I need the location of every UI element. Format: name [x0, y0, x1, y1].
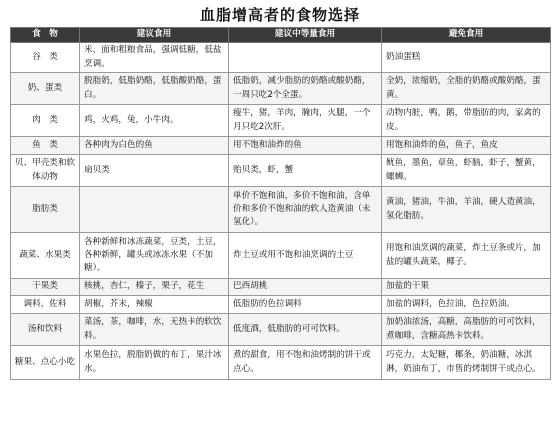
- avoid-cell: 黄油，猪油，牛油，羊油，硬人造黄油，氢化脂肪。: [382, 187, 551, 233]
- header-avoid: 避免食用: [382, 28, 551, 43]
- table-row: [11, 43, 551, 73]
- recommended-cell: [80, 187, 229, 233]
- food-category: 贝、甲壳类和软体动物: [11, 155, 80, 187]
- recommended-cell: 各种新鲜和冰冻蔬菜，豆类，土豆，各种新鲜，罐头或冰冻水果（不加糖）。: [80, 233, 229, 279]
- moderate-cell: 煮的甜食，用不饱和油烤制的饼干或点心。: [229, 346, 382, 380]
- table-row: [11, 314, 551, 346]
- recommended-cell: 鸡，火鸡，兔，小牛肉。: [80, 105, 229, 137]
- header-moderate: 建议中等量食用: [229, 28, 382, 43]
- recommended-cell: 菜汤，茶，咖啡，水，无热卡的软饮料。: [80, 314, 229, 346]
- recommended-cell: 胡椒，芥末，辣椒: [80, 296, 229, 314]
- table-row: [11, 279, 551, 296]
- moderate-cell: 低度酒，低脂肪的可可饮料。: [229, 314, 382, 346]
- avoid-cell: 奶油蛋糕: [382, 43, 551, 73]
- table-row: [11, 296, 551, 314]
- food-category: 谷 类: [11, 43, 80, 73]
- recommended-cell: 各种肉为白色的鱼: [80, 137, 229, 155]
- food-category: 干果类: [11, 279, 80, 296]
- recommended-cell: 脱脂奶，低脂奶酪，低脂酸奶酪，蛋白。: [80, 73, 229, 105]
- avoid-cell: 用饱和油烹调的蔬菜，炸土豆条或片，加盐的罐头蔬菜，椰子。: [382, 233, 551, 279]
- food-category: 调料，佐料: [11, 296, 80, 314]
- food-category: 脂肪类: [11, 187, 80, 233]
- avoid-cell: 加盐的调料，色拉油，色拉奶油。: [382, 296, 551, 314]
- food-choice-table: [10, 27, 551, 380]
- table-row: [11, 155, 551, 187]
- recommended-cell: 水果色拉，脱脂奶做的布丁，果汁冰水。: [80, 346, 229, 380]
- avoid-cell: 加盐的干果: [382, 279, 551, 296]
- avoid-cell: 鱿鱼，墨鱼，章鱼，虾脑，虾子，蟹黄，螺蛳。: [382, 155, 551, 187]
- food-category: 汤和饮料: [11, 314, 80, 346]
- moderate-cell: 瘦牛，猪，羊肉，腌肉，火腿，一个月只吃2次肝。: [229, 105, 382, 137]
- avoid-cell: 全奶，浓缩奶，全脂的奶酪或酸奶酪，蛋黄。: [382, 73, 551, 105]
- moderate-cell: 巴西胡桃: [229, 279, 382, 296]
- page-title: 血脂增高者的食物选择: [199, 6, 360, 24]
- avoid-cell: 用饱和油炸的鱼，鱼子，鱼皮: [382, 137, 551, 155]
- avoid-cell: 加奶油浓汤，高糖，高脂肪的可可饮料，煮咖啡，含糖高热卡饮料。: [382, 314, 551, 346]
- moderate-cell: 贻贝类，虾，蟹: [229, 155, 382, 187]
- moderate-cell: 低脂奶，减少脂肪的奶酪或酸奶酪，一周只吃2个全蛋。: [229, 73, 382, 105]
- table-row: [11, 233, 551, 279]
- moderate-cell: 炸土豆或用不饱和油烹调的土豆: [229, 233, 382, 279]
- table-body: [11, 43, 551, 380]
- table-row: [11, 73, 551, 105]
- avoid-cell: 巧克力，太妃糖，椰条，奶油糖，冰淇淋，奶油布丁，市售的烤制饼干或点心。: [382, 346, 551, 380]
- avoid-cell: 动物内脏，鸭，鹅，带脂肪的肉，家禽的皮。: [382, 105, 551, 137]
- food-category: 奶、蛋类: [11, 73, 80, 105]
- header-recommended: 建议食用: [80, 28, 229, 43]
- recommended-cell: 米，面和粗粮食品，强调低糖，低盐烹调。: [80, 43, 229, 73]
- moderate-cell: 单价不饱和油，多价不饱和油，含单价和多价不饱和油的软人造黄油（未氢化）。: [229, 187, 382, 233]
- recommended-cell: 扇贝类: [80, 155, 229, 187]
- food-category: 蔬菜、水果类: [11, 233, 80, 279]
- header-food: 食 物: [11, 28, 80, 43]
- food-category: 肉 类: [11, 105, 80, 137]
- table-row: [11, 105, 551, 137]
- food-category: 鱼 类: [11, 137, 80, 155]
- food-category: 糖果、点心小吃: [11, 346, 80, 380]
- moderate-cell: 用不饱和油炸的鱼: [229, 137, 382, 155]
- table-row: [11, 187, 551, 233]
- table-row: [11, 137, 551, 155]
- table-row: [11, 346, 551, 380]
- table-header-row: [11, 28, 551, 43]
- moderate-cell: 低脂肪的色拉调料: [229, 296, 382, 314]
- moderate-cell: [229, 43, 382, 73]
- recommended-cell: 核桃，杏仁，榛子，栗子，花生: [80, 279, 229, 296]
